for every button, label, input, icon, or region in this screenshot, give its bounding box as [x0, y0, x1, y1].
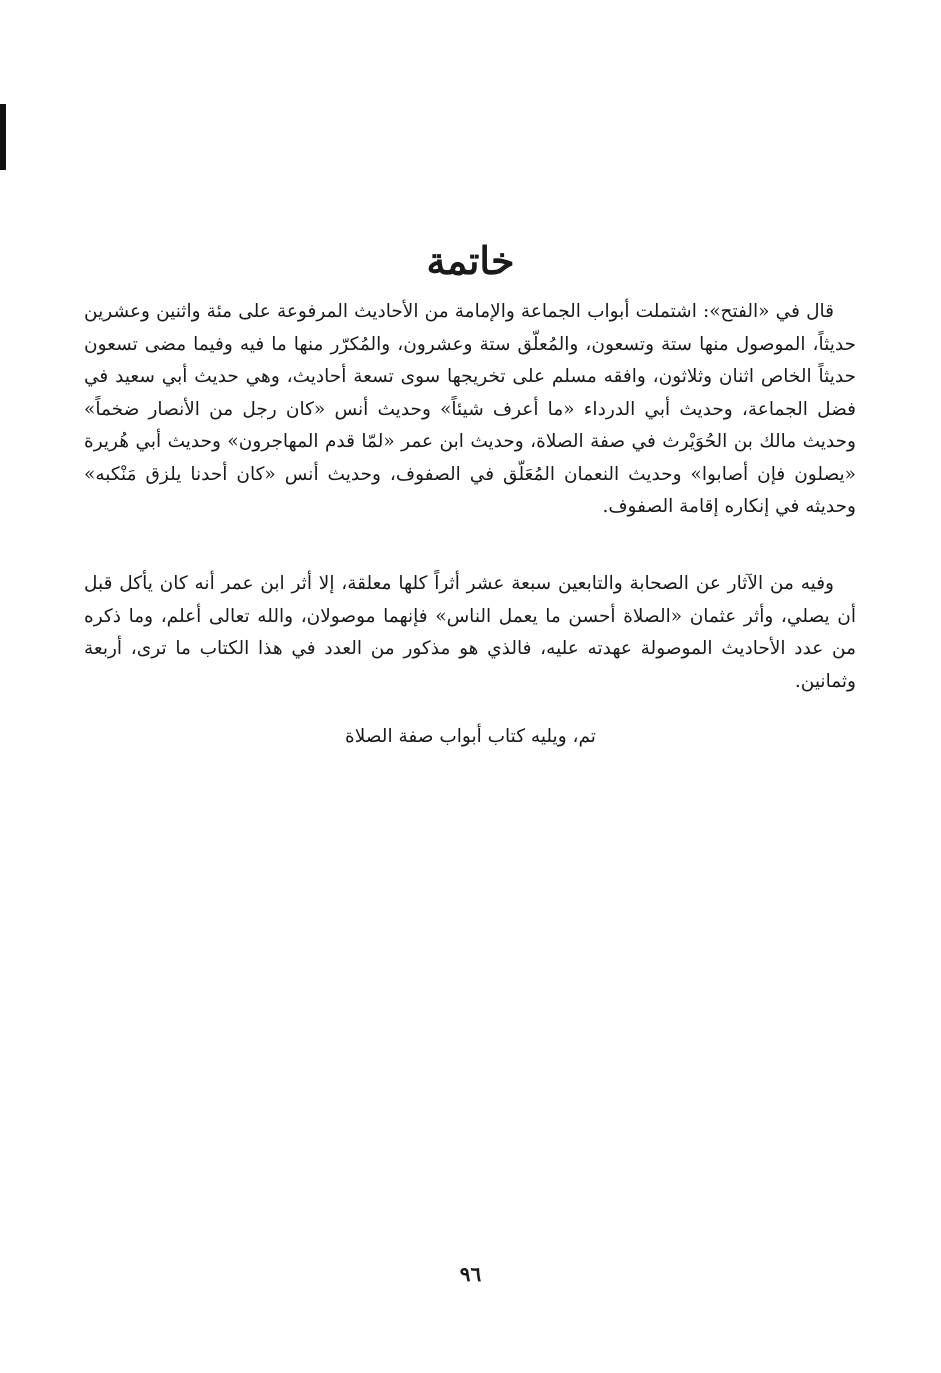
paragraph-text: وفيه من الآثار عن الصحابة والتابعين سبعة عشر أثراً كلها معلقة، إلا أثر ابن عمر أنه كان يأكل قبل أن يصلي، وأثر عثمان «الصلاة أحسن ما يعمل الناس» فإنهما موصولان، والله تعالى أعلم، وما ذكره من عدد الأحاديث الموصولة عهدته عليه، فالذي هو مذكور من العدد في هذا الكتاب ما ترى، أربعة وثمانين.: [84, 573, 856, 692]
body-paragraph-1: [84, 296, 856, 524]
closing-line: تم، ويليه كتاب أبواب صفة الصلاة: [345, 726, 596, 747]
body-paragraph-2: [84, 568, 856, 698]
paragraph-text: قال في «الفتح»: اشتملت أبواب الجماعة والإمامة من الأحاديث المرفوعة على مئة واثنين وعشرين حديثاً، الموصول منها ستة وتسعون، والمُعلّق ستة وعشرون، والمُكرّر منها ما فيه وفيما مضى تسعون حديثاً الخاص اثنان وثلاثون، وافقه مسلم على تخريجها سوى تسعة أحاديث، وهي حديث أبي سعيد في فضل الجماعة، وحديث أبي الدرداء «ما أعرف شيئاً» وحديث أنس «كان رجل من الأنصار ضخماً» وحديث مالك بن الحُوَيْرث في صفة الصلاة، وحديث ابن عمر «لمّا قدم المهاجرون» وحديث أبي هُريرة «يصلون فإن أصابوا» وحديث النعمان المُعَلّق في الصفوف، وحديث أنس «كان أحدنا يلزق مَنْكبه» وحديثه في إنكاره إقامة الصفوف.: [84, 301, 856, 517]
page-number: ٩٦: [459, 1262, 482, 1286]
chapter-heading: خاتمة: [426, 238, 515, 283]
page-edge-mark: [0, 104, 6, 170]
